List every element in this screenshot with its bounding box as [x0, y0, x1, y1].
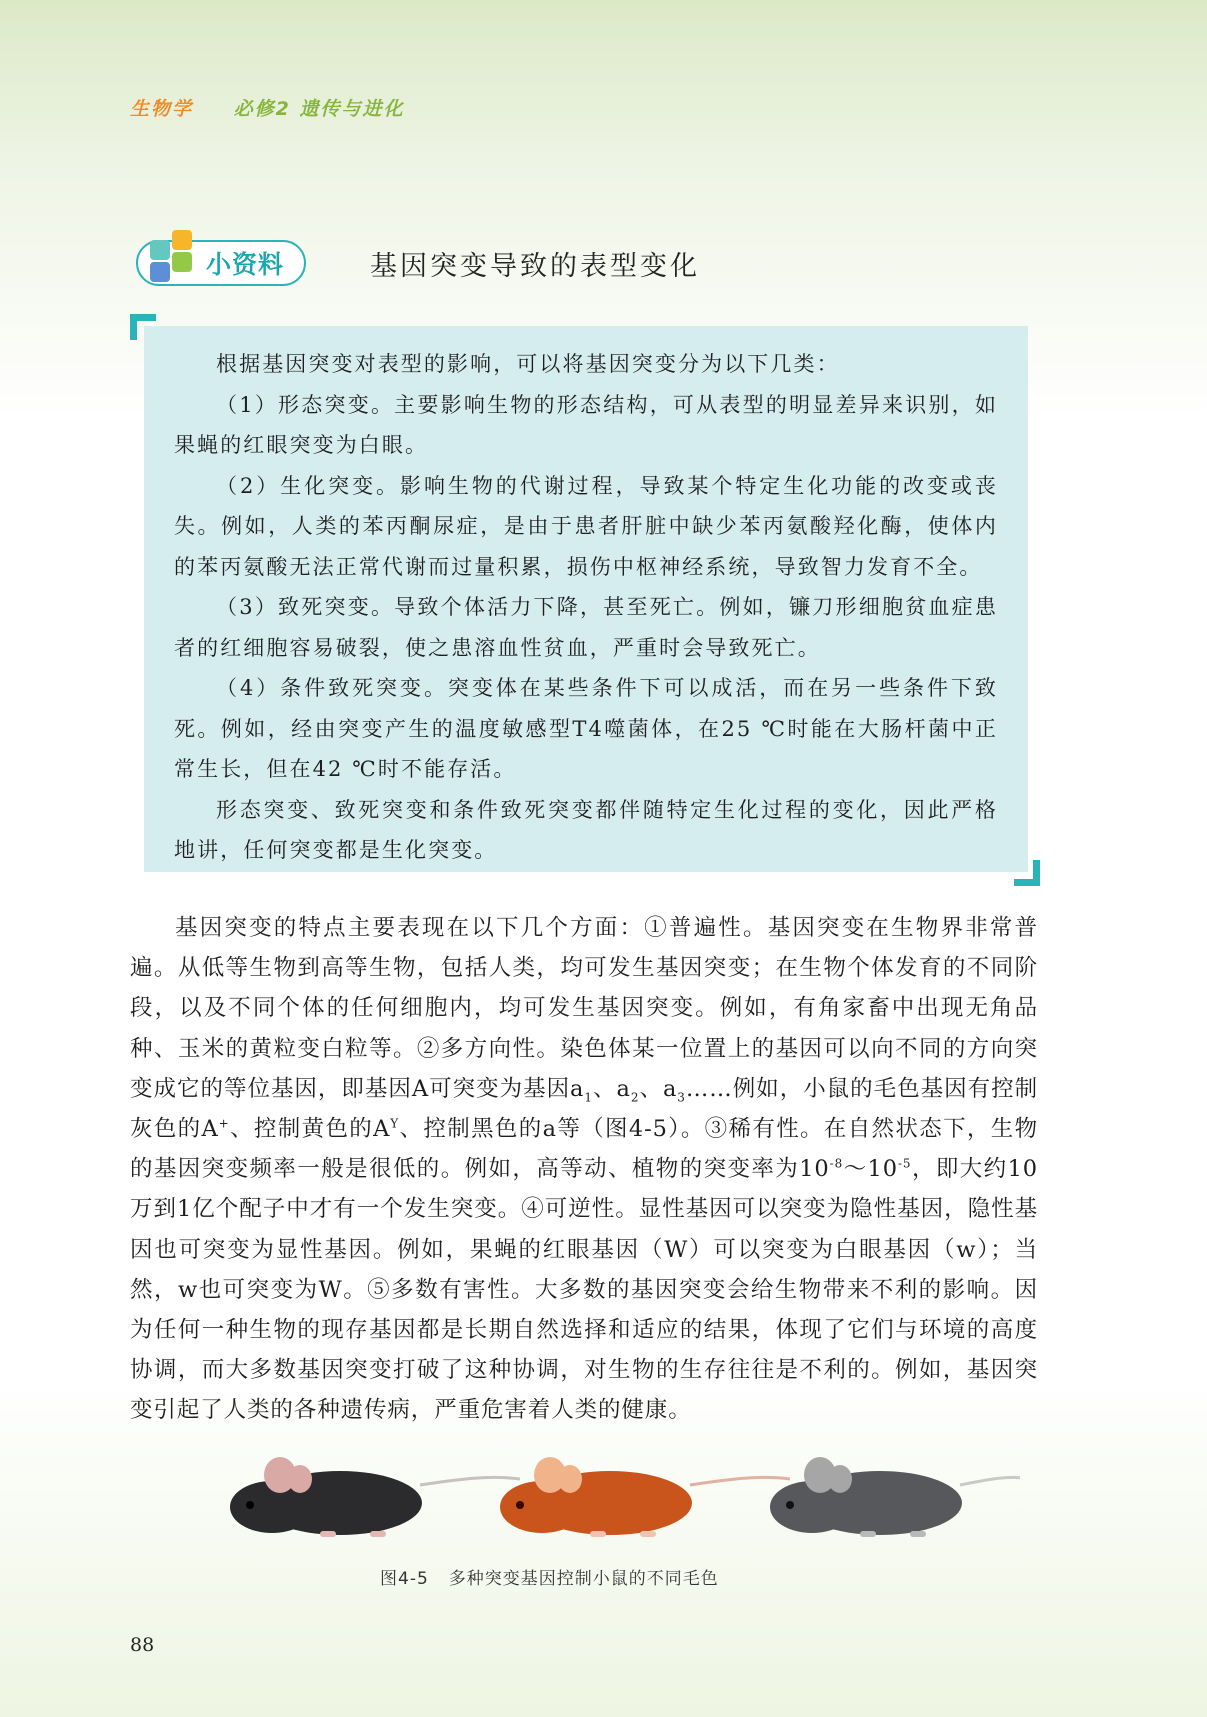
body-paragraph: 基因突变的特点主要表现在以下几个方面：①普遍性。基因突变在生物界非常普遍。从低等生物到高等生物，包括人类，均可发生基因突变；在生物个体发育的不同阶段，以及不同个体的任何细胞内，均可发生基因突变。例如，有角家畜中出现无角品种、玉米的黄粒变白粒等。②多方向性。染色体某一位置上的基因可以向不同的方向突变成它的等位基因，即基因A可突变为基因$a_1$、$a_2$、$a_3\dots\dots$例如，小鼠的毛色基因有控制灰色的A+、控制黄色的$A^Y$、控制黑色的a等（图4-5）。③稀有性。在自然状态下，生物的基因突变频率一般是很低的。例如，高等动、植物的突变率为$10^{-8}\sim 10^{-5}$，即大约10万到1亿个配子中才有一个发生突变。④可逆性。显性基因可以突变为隐性基因，隐性基因也可突变为显性基因。例如，果蝇的红眼基因（W）可以突变为白眼基因（w）；当然，w也可突变为W。⑤多数有害性。大多数的基因突变会给生物带来不利的影响。因为任何一种生物的现存基因都是长期自然选择和适应的结果，体现了它们与环境的高度协调，而大多数基因突变打破了这种协调，对生物的生存往往是不利的。例如，基因突变引起了人类的各种遗传病，严重危害着人类的健康。 — [130, 915, 1038, 1424]
body-text — [130, 908, 1038, 1431]
info-box-title: 基因突变导致的表型变化 — [370, 251, 700, 282]
info-paragraph: （4）条件致死突变。突变体在某些条件下可以成活，而在另一些条件下致死。例如，经由突变产生的温度敏感型T4噬菌体，在25 ℃时能在大肠杆菌中正常生长，但在42 ℃时不能存活。 — [174, 676, 998, 781]
puzzle-icon — [150, 230, 202, 282]
page-number: 88 — [130, 1634, 155, 1656]
figure-mice — [200, 1445, 1020, 1545]
black-mouse-image — [230, 1457, 520, 1537]
running-header — [130, 94, 404, 121]
header-book: 必修2 遗传与进化 — [233, 98, 405, 120]
figure-caption — [380, 1564, 719, 1589]
info-paragraph: 根据基因突变对表型的影响，可以将基因突变分为以下几类： — [216, 352, 840, 376]
info-badge-label: 小资料 — [206, 250, 285, 279]
figure-number: 图4-5 — [380, 1569, 429, 1589]
figure-caption-text: 多种突变基因控制小鼠的不同毛色 — [448, 1569, 719, 1589]
corner-mark-bottom-right — [1014, 860, 1040, 886]
info-paragraph: （2）生化突变。影响生物的代谢过程，导致某个特定生化功能的改变或丧失。例如，人类的苯丙酮尿症，是由于患者肝脏中缺少苯丙氨酸羟化酶，使体内的苯丙氨酸无法正常代谢而过量积累，损伤中枢神经系统，导致智力发育不全。 — [174, 473, 998, 579]
info-paragraph: 形态突变、致死突变和条件致死突变都伴随特定生化过程的变化，因此严格地讲，任何突变都是生化突变。 — [174, 797, 998, 862]
grey-mouse-image — [770, 1457, 1020, 1537]
header-subject: 生物学 — [130, 98, 194, 120]
info-paragraph: （1）形态突变。主要影响生物的形态结构，可从表型的明显差异来识别，如果蝇的红眼突变为白眼。 — [174, 392, 998, 457]
yellow-mouse-image — [500, 1457, 790, 1537]
info-box — [144, 326, 1028, 872]
info-paragraph: （3）致死突变。导致个体活力下降，甚至死亡。例如，镰刀形细胞贫血症患者的红细胞容易破裂，使之患溶血性贫血，严重时会导致死亡。 — [174, 595, 998, 660]
